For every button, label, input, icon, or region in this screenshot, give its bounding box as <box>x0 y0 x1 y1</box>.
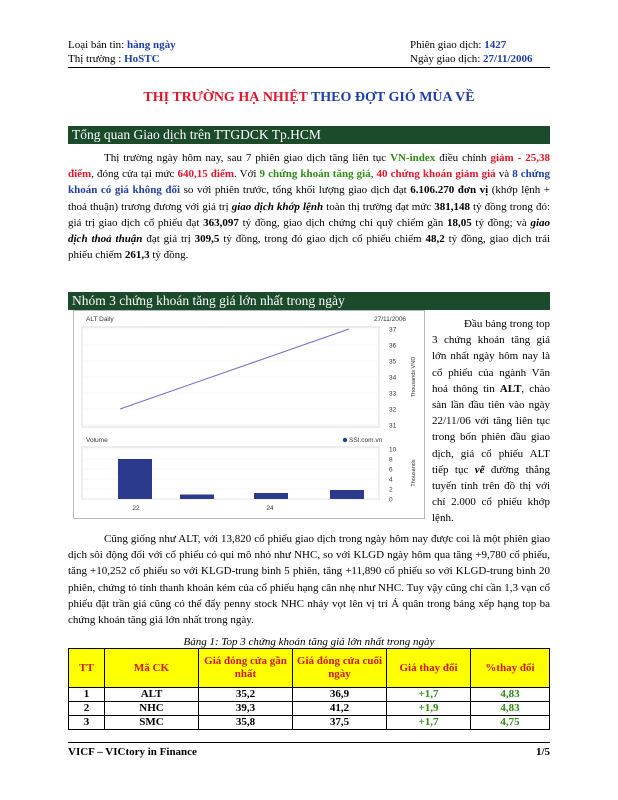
volume-bar <box>180 495 214 500</box>
chart-date: 27/11/2006 <box>374 316 407 323</box>
price-axis-label: Thousands VND <box>411 356 417 398</box>
price-tick-label: 34 <box>389 374 397 382</box>
header-divider <box>68 67 550 68</box>
price-tick-label: 31 <box>389 422 397 430</box>
volume-tick-label: 0 <box>389 496 393 504</box>
price-tick-label: 36 <box>389 342 397 350</box>
table-row: 2 NHC 39,3 41,2 +1,9 4,83 <box>69 702 550 716</box>
price-tick-label: 37 <box>389 326 397 334</box>
th-change: Giá thay đổi <box>387 649 471 688</box>
chart-volume-label: Volume <box>86 437 108 444</box>
chart-svg <box>74 311 424 518</box>
section-heading-overview: Tổng quan Giao dịch trên TTGDCK Tp.HCM <box>68 126 550 144</box>
table-caption: Bảng 1: Top 3 chứng khoán tăng giá lớn nhất trong ngày <box>183 636 435 648</box>
volume-tick-label: 8 <box>389 456 393 464</box>
volume-tick-label: 10 <box>389 446 397 454</box>
page-number: 1/5 <box>535 746 550 758</box>
volume-tick-label: 4 <box>389 476 393 484</box>
ssi-logo-icon <box>343 438 347 442</box>
table-row: 1 ALT 35,2 36,9 +1,7 4,83 <box>69 688 550 702</box>
price-line <box>120 329 349 409</box>
nhc-paragraph: Cũng giống như ALT, với 13,820 cổ phiếu giao dịch trong ngày hôm nay được coi là một phiên giao dịch sôi động đối với cổ phiếu có qui mô nhỏ như NHC, so với KLGD ngày hôm qua tăng +9,780 cổ phiếu, tăng +10,252 cổ phiếu so với KLGD-trung bình 5 phiên, tăng +11,890 cổ phiếu so với KLGD-trung bình 20 phiên, chứng tỏ tính thanh khoản kém của cổ phiếu hạng cân nhẹ như NHC. Tuy vậy cũng chỉ cần 1,3 vạn cổ phiếu đặt trần giá cũng có thể đẩy penny stock NHC nhảy vọt lên vị trí Á quân trong bảng xếp hạng top ba chứng khoán tăng giá lớn nhất trong ngày. <box>68 533 550 627</box>
price-tick-label: 33 <box>389 390 397 398</box>
chart-source: SSI.com.vn <box>349 437 383 444</box>
th-pct-change: %thay đổi <box>471 649 550 688</box>
volume-bar <box>330 490 364 499</box>
page-title: THỊ TRƯỜNG HẠ NHIỆT THEO ĐỢT GIÓ MÙA VỀ <box>143 90 475 105</box>
section-heading-top3: Nhóm 3 chứng khoán tăng giá lớn nhất trong ngày <box>68 292 550 310</box>
th-prev-close: Giá đóng cửa gần nhất <box>199 649 293 688</box>
footer <box>68 746 550 758</box>
trade-date: Ngày giao dịch: 27/11/2006 <box>410 53 533 65</box>
alt-price-volume-chart <box>73 310 425 519</box>
volume-tick-label: 6 <box>389 466 393 474</box>
market: Thị trường : HoSTC <box>68 53 160 65</box>
th-tt: TT <box>69 649 105 688</box>
volume-axis-label: Thousands <box>411 459 417 487</box>
table-header-row <box>69 649 550 688</box>
session-number: Phiên giao dịch: 1427 <box>410 39 507 51</box>
th-close: Giá đóng cửa cuối ngày <box>293 649 387 688</box>
th-code: Mã CK <box>105 649 199 688</box>
table-row: 3 SMC 35,8 37,5 +1,7 4,75 <box>69 716 550 730</box>
volume-bar <box>254 493 288 499</box>
x-tick-label: 24 <box>266 505 274 512</box>
chart-title: ALT Daily <box>86 316 114 323</box>
footer-left: VICF – VICtory in Finance <box>68 746 197 758</box>
volume-bar <box>118 459 152 499</box>
price-tick-label: 35 <box>389 358 397 366</box>
volume-tick-label: 2 <box>389 486 393 494</box>
x-tick-label: 22 <box>132 505 140 512</box>
footer-divider <box>68 742 550 743</box>
price-tick-label: 32 <box>389 406 397 414</box>
bulletin-type: Loại bản tin: hàng ngày <box>68 39 176 51</box>
top3-side-text: Đầu bảng trong top 3 chứng khoán tăng giá lớn nhất ngày hôm nay là cổ phiếu của ngành Văn hoá thông tin ALT, chào sàn lần đầu tiên vào ngày 22/11/06 với tăng liên tục trong bốn phiên đầu giao dịch, giá cổ phiếu ALT tiếp tục vẽ đường thẳng tuyến tính trên đồ thị với chỉ 2.000 cổ phiếu khớp lệnh. <box>432 318 551 525</box>
overview-paragraph: Thị trường ngày hôm nay, sau 7 phiên giao dịch tăng liên tục VN-index điều chỉnh giảm - 25,38 điểm, đóng cửa tại mức 640,15 điểm. Với 9 chứng khoán tăng giá, 40 chứng khoán giảm giá và 8 chứng khoán có giá không đổi so với phiên trước, tổng khối lượng giao dịch đạt 6.106.270 đơn vị (khớp lệnh + thoả thuận) trương đương với giá trị giao dịch khớp lệnh toàn thị trường đạt mức 381,148 tỷ đồng trong đó: giá trị giao dịch cổ phiếu đạt 363,097 tỷ đồng, giao dịch chứng chỉ quỹ chiếm gần 18,05 tỷ đồng; và giao dịch thoả thuận đạt giá trị 309,5 tỷ đồng, trong đó giao dịch cổ phiếu chiếm 48,2 tỷ đồng, giao dịch trái phiếu chiếm 261,3 tỷ đồng. <box>68 152 551 262</box>
top3-table <box>68 648 550 730</box>
